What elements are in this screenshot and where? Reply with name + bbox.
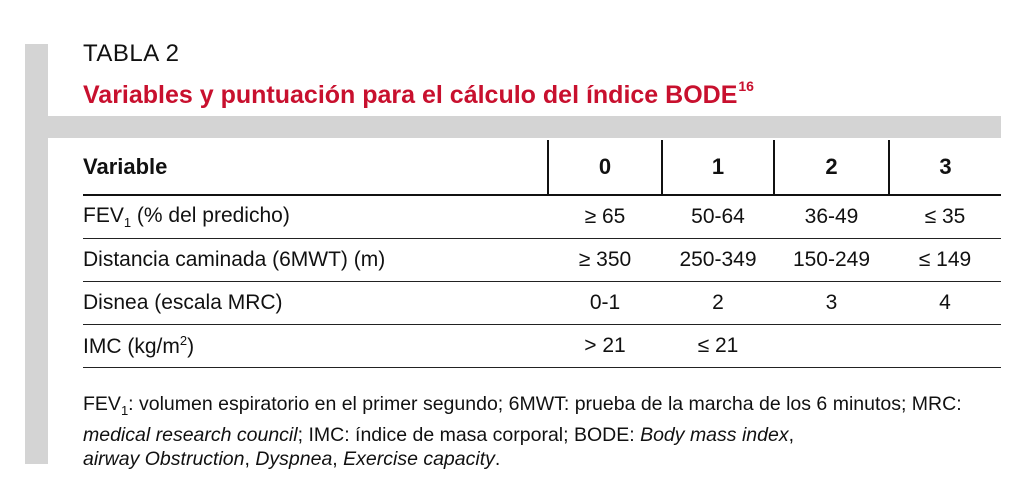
table-cell: 0-1 xyxy=(548,282,662,325)
variable-text: (% del predicho) xyxy=(131,204,290,227)
footnote-text: , xyxy=(244,448,256,470)
table-cell: ≤ 35 xyxy=(889,195,1001,239)
table-cell xyxy=(889,325,1001,368)
table-cell: 36-49 xyxy=(774,195,889,239)
bode-table xyxy=(83,140,1001,368)
left-accent-bar xyxy=(25,44,48,464)
footnote-subscript: 1 xyxy=(120,403,129,418)
footnote-text: FEV xyxy=(83,393,121,415)
table-header-row xyxy=(83,140,1001,195)
table-cell: ≤ 21 xyxy=(662,325,774,368)
variable-text: FEV xyxy=(83,204,124,227)
table-row xyxy=(83,195,1001,239)
variable-superscript: 2 xyxy=(179,333,188,348)
footnote-italic: Exercise capacity xyxy=(343,448,495,470)
table-title-reference: 16 xyxy=(738,78,754,94)
footnote-text: : volumen espiratorio en el primer segundo; 6MWT: prueba de la marcha de los 6 minutos; MRC: xyxy=(128,393,962,415)
header-score-2: 2 xyxy=(774,140,889,195)
header-variable: Variable xyxy=(83,140,548,195)
table-row xyxy=(83,282,1001,325)
table-cell: 2 xyxy=(662,282,774,325)
footnote-text: ; IMC: índice de masa corporal; BODE: xyxy=(297,424,641,446)
footnote-italic: Body mass index xyxy=(640,424,789,446)
footnote-text: . xyxy=(494,448,501,470)
table-row xyxy=(83,239,1001,282)
table-row xyxy=(83,325,1001,368)
table-cell: ≤ 149 xyxy=(889,239,1001,282)
row-variable-disnea: Disnea (escala MRC) xyxy=(83,282,548,325)
table-cell: 150-249 xyxy=(774,239,889,282)
table-cell: 250-349 xyxy=(662,239,774,282)
table-cell: ≥ 350 xyxy=(548,239,662,282)
header-score-1: 1 xyxy=(662,140,774,195)
header-score-3: 3 xyxy=(889,140,1001,195)
footnote-text: , xyxy=(788,424,794,446)
table-label: TABLA 2 xyxy=(83,40,180,67)
row-variable-distancia: Distancia caminada (6MWT) (m) xyxy=(83,239,548,282)
row-variable-fev1 xyxy=(83,195,548,239)
header-score-0: 0 xyxy=(548,140,662,195)
table-title-text: Variables y puntuación para el cálculo del índice BODE xyxy=(83,81,738,109)
top-accent-bar xyxy=(25,116,1001,138)
variable-subscript: 1 xyxy=(123,215,132,230)
table-title xyxy=(83,78,754,110)
variable-text: ) xyxy=(187,335,195,358)
table-cell: > 21 xyxy=(548,325,662,368)
footnote-text: , xyxy=(332,448,344,470)
footnote-italic: medical research council xyxy=(83,424,298,446)
variable-text: IMC (kg/m xyxy=(83,335,180,358)
table-cell: 4 xyxy=(889,282,1001,325)
table-footnote xyxy=(83,392,1001,471)
table-cell: 50-64 xyxy=(662,195,774,239)
footnote-italic: airway Obstruction xyxy=(83,448,245,470)
footnote-italic: Dyspnea xyxy=(255,448,333,470)
table-cell xyxy=(774,325,889,368)
table-cell: ≥ 65 xyxy=(548,195,662,239)
row-variable-imc xyxy=(83,325,548,368)
table-cell: 3 xyxy=(774,282,889,325)
